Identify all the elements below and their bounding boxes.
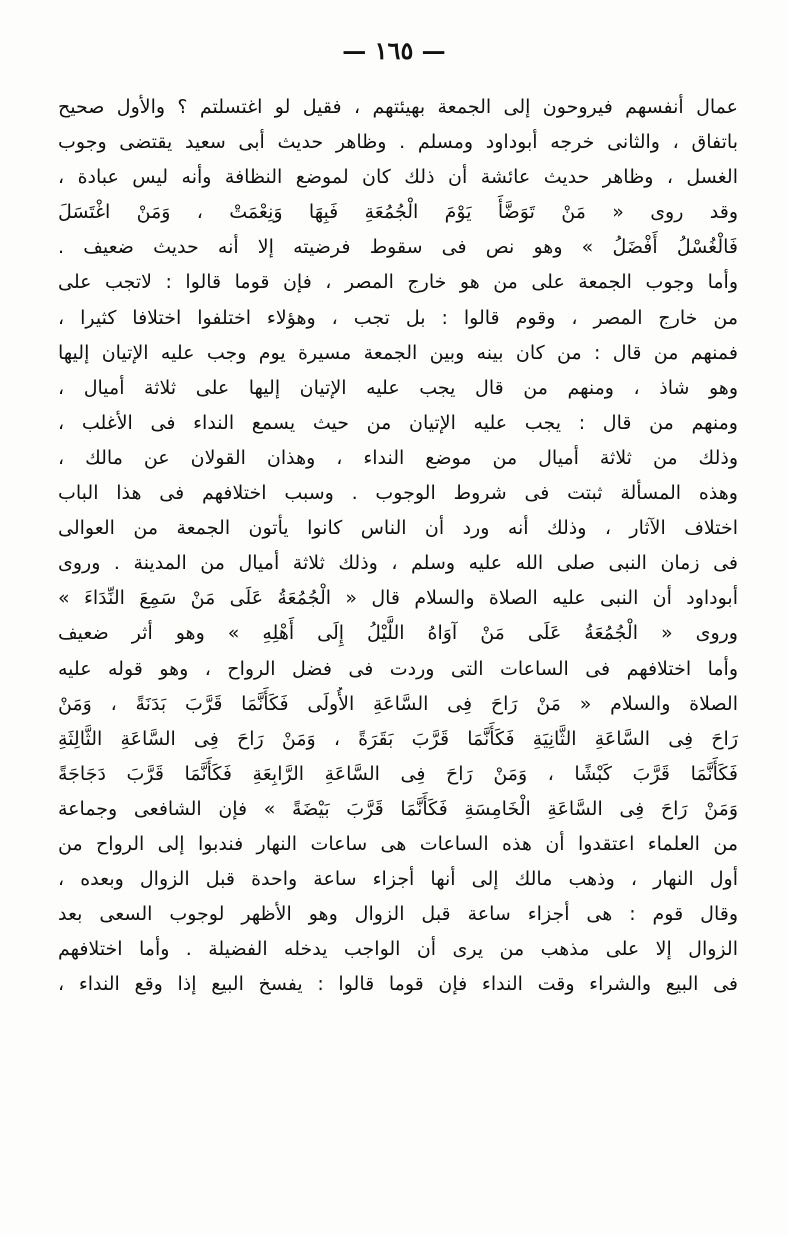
text-line: فَالْغُسْلُ أَفْضَلُ » وهو نص فى سقوط فرضيته إلا أنه حديث ضعيف . [58, 236, 738, 259]
text-line: رَاحَ فِى السَّاعَةِ الثَّانِيَةِ فَكَأَنَّمَا قَرَّبَ بَقَرَةً ، وَمَنْ رَاحَ فِى السَّاعَةِ الثَّالِثَةِ [58, 727, 738, 750]
text-line: وهو شاذ ، ومنهم من قال يجب عليه الإتيان إليها على ثلاثة أميال ، [58, 376, 738, 399]
text-line: أول النهار ، وذهب مالك إلى أنها أجزاء ساعة واحدة قبل الزوال وبعده ، [58, 868, 738, 891]
text-line: وأما اختلافهم فى الساعات التى وردت فى فضل الرواح ، وهو قوله عليه [58, 657, 738, 680]
text-line: ومنهم من قال : يجب عليه الإتيان من حيث يسمع النداء فى الأغلب ، [58, 411, 738, 434]
text-line: فمنهم من قال : من كان بينه وبين الجمعة مسيرة يوم وجب عليه الإتيان إليها [58, 341, 738, 364]
text-line: باتفاق ، والثانى خرجه أبوداود ومسلم . وظاهر حديث أبى سعيد يقتضى وجوب [58, 131, 738, 154]
text-line: الغسل ، وظاهر حديث عائشة أن ذلك كان لموضع النظافة وأنه ليس عبادة ، [58, 166, 738, 189]
text-line: فَكَأَنَّمَا قَرَّبَ كَبْشًا ، وَمَنْ رَاحَ فِى السَّاعَةِ الرَّابِعَةِ فَكَأَنَّمَا قَرَّبَ دَجَاجَةً [58, 762, 738, 785]
text-line: من العلماء اعتقدوا أن هذه الساعات هى ساعات النهار فندبوا إلى الرواح من [58, 832, 738, 855]
text-line: أبوداود أن النبى عليه الصلاة والسلام قال « الْجُمُعَةُ عَلَى مَنْ سَمِعَ النِّدَاءَ » [58, 587, 738, 610]
text-line: وقد روى « مَنْ تَوَضَّأَ يَوْمَ الْجُمُعَةِ فَبِهَا وَنِعْمَتْ ، وَمَنْ اغْتَسَلَ [58, 201, 738, 224]
text-line: وذلك من ثلاثة أميال من موضع النداء ، وهذان القولان عن مالك ، [58, 446, 738, 469]
text-line: من خارج المصر ، وقوم قالوا : بل تجب ، وهؤلاء اختلفوا اختلافا كثيرا ، [58, 306, 738, 329]
text-line: اختلاف الآثار ، وذلك أنه ورد أن الناس كانوا يأتون الجمعة من العوالى [58, 517, 738, 540]
text-line: فى البيع والشراء وقت النداء فإن قوما قالوا : يفسخ البيع إذا وقع النداء ، [58, 973, 738, 996]
page-number: — ١٦٥ — [342, 36, 446, 65]
text-line: عمال أنفسهم فيروحون إلى الجمعة بهيئتهم ، فقيل لو اغتسلتم ؟ والأول صحيح [58, 96, 738, 118]
text-line: الزوال إلا على مذهب من يرى أن الواجب يدخله الفضيلة . وأما اختلافهم [58, 938, 738, 961]
text-line: الصلاة والسلام « مَنْ رَاحَ فِى السَّاعَةِ الأُولَى فَكَأَنَّمَا قَرَّبَ بَدَنَةً ، وَمَنْ [58, 692, 738, 715]
text-line: فى زمان النبى صلى الله عليه وسلم ، وذلك ثلاثة أميال من المدينة . وروى [58, 552, 738, 575]
text-line: وأما وجوب الجمعة على من هو خارج المصر ، فإن قوما قالوا : لاتجب على [58, 271, 738, 294]
page-body [58, 90, 738, 1002]
text-line: وروى « الْجُمُعَةُ عَلَى مَنْ آوَاهُ اللَّيْلُ إِلَى أَهْلِهِ » وهو أثر ضعيف [58, 622, 738, 645]
text-line: وهذه المسألة ثبتت فى شروط الوجوب . وسبب اختلافهم فى هذا الباب [58, 482, 738, 505]
text-line: وَمَنْ رَاحَ فِى السَّاعَةِ الْخَامِسَةِ فَكَأَنَّمَا قَرَّبَ بَيْضَةً » فإن الشافعى وجماعة [58, 797, 738, 820]
text-line: وقال قوم : هى أجزاء ساعة قبل الزوال وهو الأظهر لوجوب السعى بعد [58, 903, 738, 926]
